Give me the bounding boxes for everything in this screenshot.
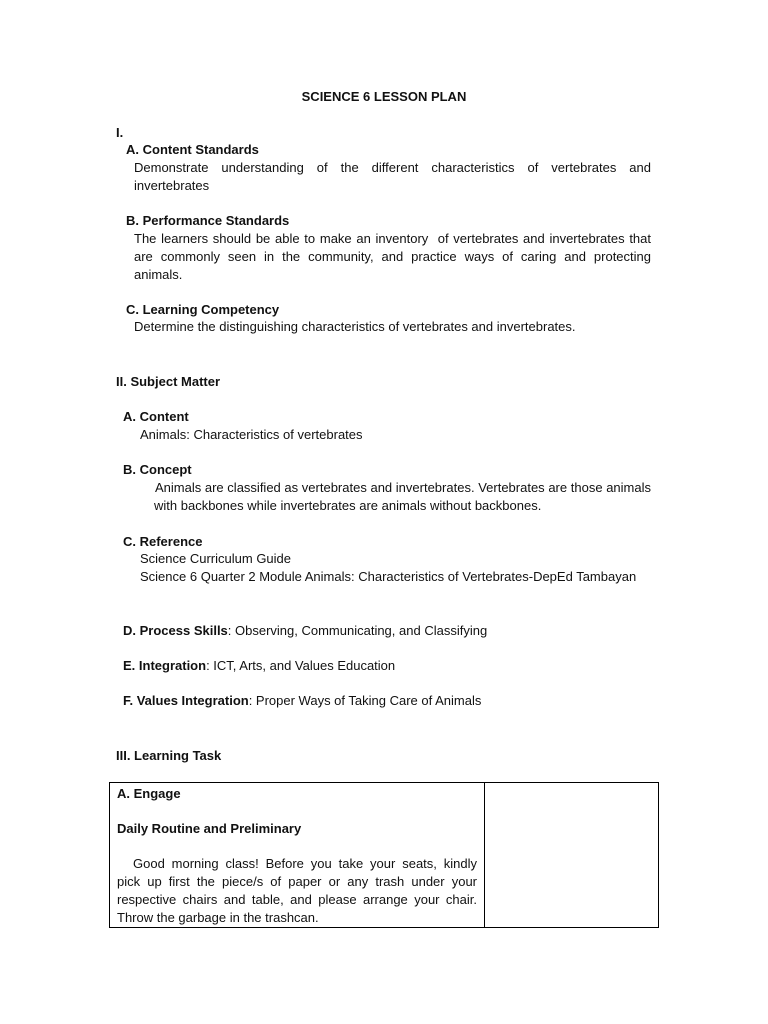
routine-text: Good morning class! Before you take your seats, kindly pick up first the piece/s of paper or any trash under your respective chairs and table, and please arrange your chair. Throw the garbage in the trashcan. — [117, 856, 477, 925]
content-standards-text: Demonstrate understanding of the different characteristics of vertebrates and invertebrates — [134, 160, 651, 193]
learning-competency-text: Determine the distinguishing characteristics of vertebrates and invertebrates. — [134, 319, 576, 334]
values-integration-line — [123, 692, 481, 710]
content-text: Animals: Characteristics of vertebrates — [140, 427, 363, 442]
routine-heading: Daily Routine and Preliminary — [117, 821, 302, 836]
process-skills-line — [123, 622, 487, 640]
values-integration-text: : Proper Ways of Taking Care of Animals — [248, 693, 482, 708]
concept-text: Animals are classified as vertebrates and invertebrates. Vertebrates are those animals with backbones while invertebrates are animals without backbones. — [154, 480, 651, 513]
process-skills-label: D. Process Skills — [123, 623, 228, 638]
integration-line — [123, 657, 395, 675]
content-heading: A. Content — [123, 409, 189, 424]
learning-task-table — [109, 782, 659, 928]
values-integration-label: F. Values Integration — [123, 693, 249, 708]
performance-standards-text: The learners should be able to make an inventory of vertebrates and invertebrates that are commonly seen in the community, and practice ways of caring and protecting animals. — [134, 231, 655, 282]
integration-label: E. Integration — [123, 658, 207, 673]
reference-heading: C. Reference — [123, 534, 203, 549]
subject-matter-heading: II. Subject Matter — [116, 374, 221, 389]
content-standards-heading: A. Content Standards — [126, 142, 259, 157]
engage-heading: A. Engage — [117, 786, 181, 801]
reference-line-1: Science Curriculum Guide — [140, 551, 292, 566]
performance-standards-heading: B. Performance Standards — [126, 213, 290, 228]
notes-cell — [485, 783, 659, 928]
learning-competency-heading: C. Learning Competency — [126, 302, 280, 317]
reference-line-2: Science 6 Quarter 2 Module Animals: Characteristics of Vertebrates-DepEd Tambayan — [140, 569, 637, 584]
page-title: SCIENCE 6 LESSON PLAN — [301, 89, 467, 104]
engage-cell — [110, 783, 485, 928]
integration-text: : ICT, Arts, and Values Education — [206, 658, 396, 673]
process-skills-text: : Observing, Communicating, and Classifying — [227, 623, 488, 638]
concept-heading: B. Concept — [123, 462, 192, 477]
section-1-numeral: I. — [116, 125, 124, 140]
learning-task-heading: III. Learning Task — [116, 748, 222, 763]
table-row — [110, 783, 659, 928]
